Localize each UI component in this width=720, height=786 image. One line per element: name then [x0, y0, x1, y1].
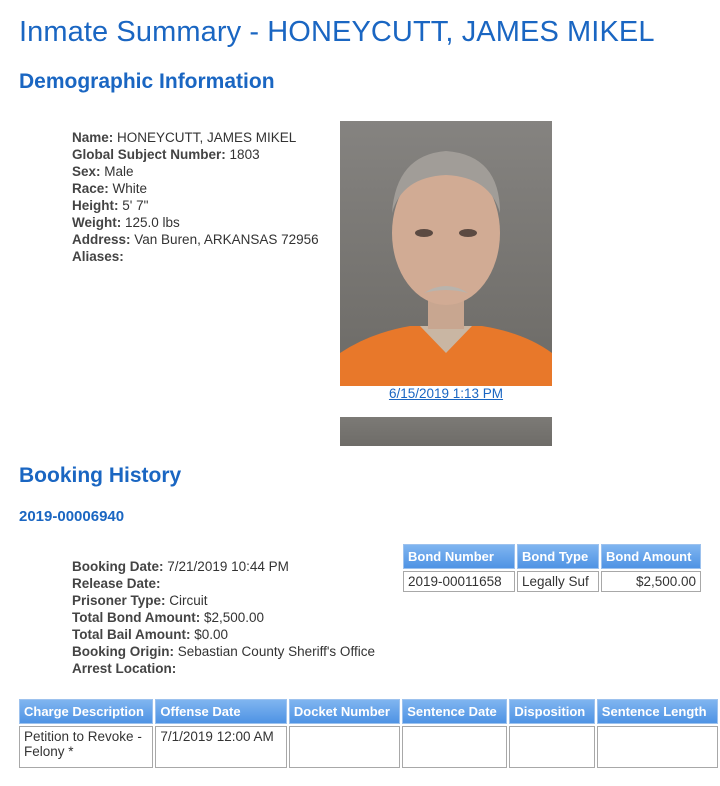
- field-value: Sebastian County Sheriff's Office: [177, 644, 375, 659]
- field-label: Sex:: [72, 164, 101, 179]
- field-label: Total Bail Amount:: [72, 627, 191, 642]
- field-label: Total Bond Amount:: [72, 610, 201, 625]
- inmate-photo[interactable]: [340, 121, 552, 386]
- field-value: 1803: [229, 147, 260, 162]
- field-address: [72, 231, 319, 248]
- field-booking-date: [72, 558, 375, 575]
- field-label: Address:: [72, 232, 131, 247]
- field-label: Height:: [72, 198, 119, 213]
- field-aliases: [72, 248, 319, 265]
- field-sex: [72, 163, 319, 180]
- booking-number: 2019-00006940: [19, 508, 125, 525]
- table-cell: 7/1/2019 12:00 AM: [155, 726, 287, 768]
- table-cell: [597, 726, 718, 768]
- field-value: White: [112, 181, 148, 196]
- photo-date-link[interactable]: 6/15/2019 1:13 PM: [388, 386, 504, 401]
- field-value: $2,500.00: [203, 610, 265, 625]
- field-total-bond-amount: [72, 609, 375, 626]
- column-header: Bond Amount: [601, 544, 701, 569]
- field-label: Booking Date:: [72, 559, 164, 574]
- page-title: Inmate Summary - HONEYCUTT, JAMES MIKEL: [19, 16, 655, 48]
- table-cell: $2,500.00: [601, 571, 701, 592]
- column-header: Charge Description: [19, 699, 153, 724]
- column-header: Offense Date: [155, 699, 287, 724]
- field-value: $0.00: [194, 627, 229, 642]
- field-label: Booking Origin:: [72, 644, 174, 659]
- field-arrest-location: [72, 660, 375, 677]
- table-cell: [509, 726, 594, 768]
- table-cell: 2019-00011658: [403, 571, 515, 592]
- table-cell: [289, 726, 400, 768]
- booking-fields: [72, 558, 375, 677]
- field-name: [72, 129, 319, 146]
- field-prisoner-type: [72, 592, 375, 609]
- field-label: Aliases:: [72, 249, 124, 264]
- demographic-fields: [72, 129, 319, 265]
- field-release-date: [72, 575, 375, 592]
- field-value: 125.0 lbs: [125, 215, 180, 230]
- field-label: Race:: [72, 181, 109, 196]
- table-row: [403, 571, 701, 592]
- charge-table: [17, 697, 720, 770]
- field-weight: [72, 214, 319, 231]
- field-label: Arrest Location:: [72, 661, 177, 676]
- column-header: Sentence Date: [402, 699, 507, 724]
- table-row: [19, 726, 718, 768]
- table-cell: Petition to Revoke - Felony *: [19, 726, 153, 768]
- field-value: Van Buren, ARKANSAS 72956: [134, 232, 319, 247]
- field-height: [72, 197, 319, 214]
- booking-history-heading: Booking History: [19, 464, 182, 487]
- field-value: 7/21/2019 10:44 PM: [167, 559, 289, 574]
- field-value: Circuit: [169, 593, 208, 608]
- field-label: Name:: [72, 130, 114, 145]
- column-header: Bond Number: [403, 544, 515, 569]
- charge-table-header: [19, 699, 718, 724]
- demographic-heading: Demographic Information: [19, 70, 275, 93]
- field-booking-origin: [72, 643, 375, 660]
- bond-table-header: [403, 544, 701, 569]
- field-value: 5' 7": [122, 198, 149, 213]
- bond-table: [401, 542, 703, 594]
- field-value: HONEYCUTT, JAMES MIKEL: [117, 130, 297, 145]
- field-total-bail-amount: [72, 626, 375, 643]
- column-header: Sentence Length: [597, 699, 718, 724]
- field-global-subject-number: [72, 146, 319, 163]
- field-label: Release Date:: [72, 576, 161, 591]
- table-cell: Legally Suf: [517, 571, 599, 592]
- field-label: Weight:: [72, 215, 122, 230]
- field-race: [72, 180, 319, 197]
- field-label: Prisoner Type:: [72, 593, 166, 608]
- field-value: Male: [104, 164, 134, 179]
- column-header: Docket Number: [289, 699, 400, 724]
- table-cell: [402, 726, 507, 768]
- field-label: Global Subject Number:: [72, 147, 226, 162]
- column-header: Bond Type: [517, 544, 599, 569]
- column-header: Disposition: [509, 699, 594, 724]
- portrait-placeholder-icon: [340, 121, 552, 386]
- secondary-photo[interactable]: [340, 417, 552, 446]
